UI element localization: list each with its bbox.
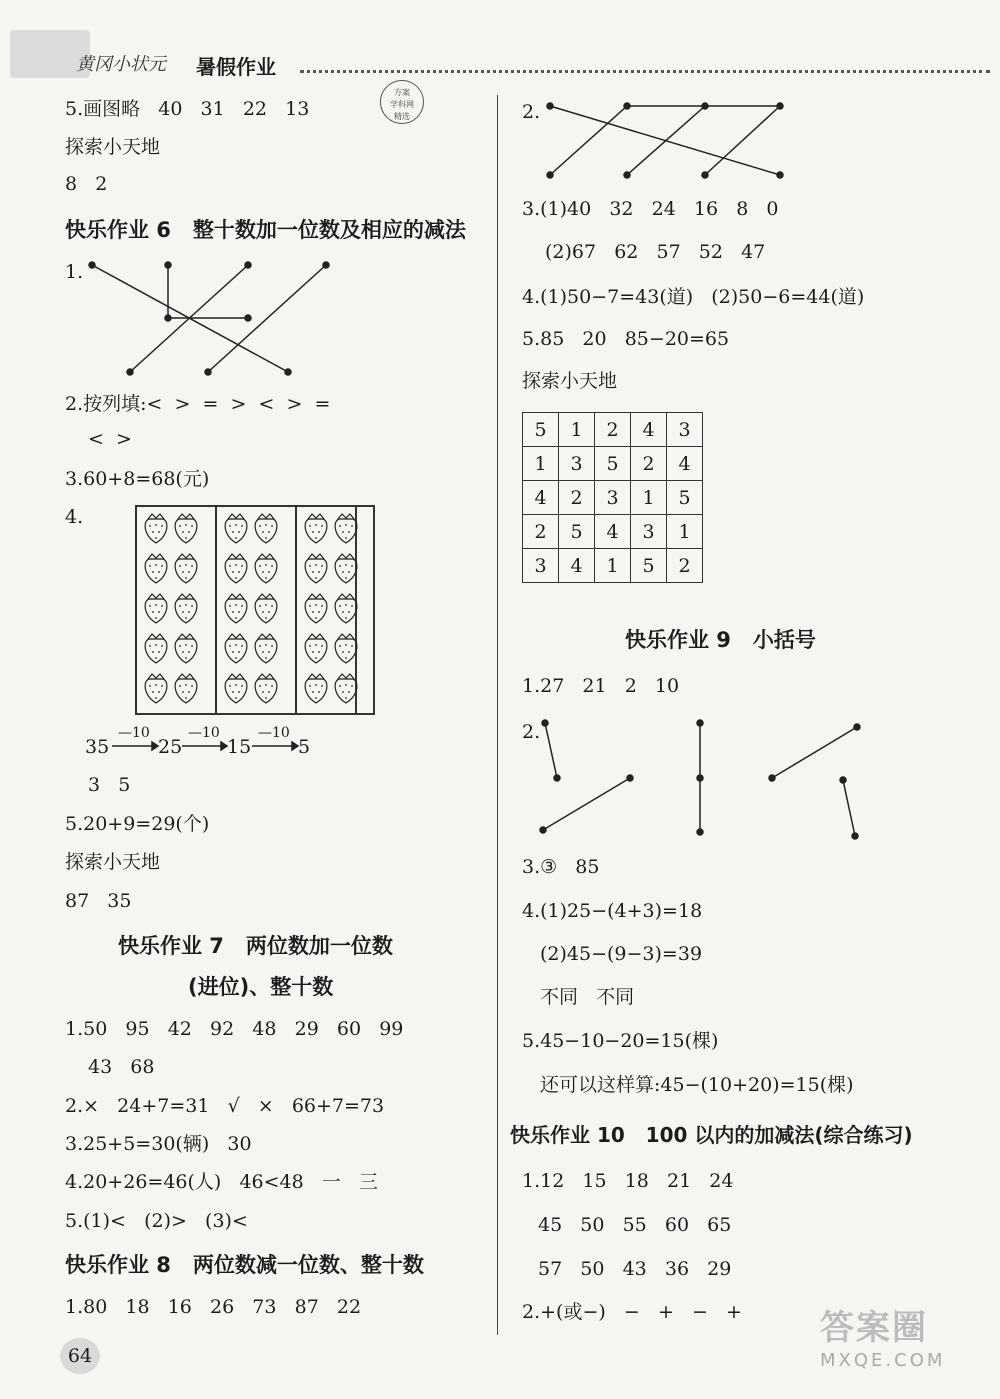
answer-line: 5.(1)< (2)> (3)< xyxy=(65,1210,248,1232)
answer-line: 57 50 43 36 29 xyxy=(538,1258,732,1280)
section-heading-10: 快乐作业 10 100 以内的加减法(综合练习) xyxy=(510,1123,913,1147)
answer-line: 5.画图略 40 31 22 13 xyxy=(65,98,310,120)
answer-line: 4.20+26=46(人) 46<48 一 三 xyxy=(65,1171,378,1193)
answer-line: 43 68 xyxy=(88,1056,155,1078)
arrow-label: —10 xyxy=(188,725,220,741)
page-number: 64 xyxy=(60,1338,100,1374)
stamp-line: 精选 xyxy=(394,112,410,121)
grid-cell: 3 xyxy=(631,515,667,549)
watermark-url: MXQE.COM xyxy=(820,1350,946,1371)
grid-cell: 4 xyxy=(631,413,667,447)
stamp-line: 方案 xyxy=(394,88,410,97)
grid-cell: 3 xyxy=(559,447,595,481)
answer-line: 2.按列填:< > = > < > = xyxy=(65,393,331,415)
answer-line: 1.12 15 18 21 24 xyxy=(522,1170,734,1192)
grid-cell: 3 xyxy=(667,413,703,447)
answer-line: < > xyxy=(88,428,132,450)
answer-line: 1.80 18 16 26 73 87 22 xyxy=(65,1296,362,1318)
answer-line: 3 5 xyxy=(88,774,131,796)
watermark-logo: 答案圈 xyxy=(820,1308,928,1348)
grid-cell: 2 xyxy=(559,481,595,515)
answer-line: 4.(1)25−(4+3)=18 xyxy=(522,900,703,922)
answer-line: 1.27 21 2 10 xyxy=(522,675,680,697)
question-number: 4. xyxy=(65,506,84,528)
arrow-value: 25 xyxy=(158,736,183,758)
grid-cell: 3 xyxy=(595,481,631,515)
grid-cell: 3 xyxy=(523,549,559,583)
question-number: 2. xyxy=(522,721,541,743)
answer-line: 5.85 20 85−20=65 xyxy=(522,328,730,350)
grid-cell: 1 xyxy=(595,549,631,583)
grid-cell: 2 xyxy=(631,447,667,481)
grid-cell: 2 xyxy=(667,549,703,583)
explore-heading: 探索小天地 xyxy=(65,851,161,873)
section-heading-7-sub: (进位)、整十数 xyxy=(188,975,334,999)
answer-line: 3.25+5=30(辆) 30 xyxy=(65,1133,252,1155)
grid-cell: 1 xyxy=(667,515,703,549)
answer-line: 87 35 xyxy=(65,890,132,912)
grid-cell: 1 xyxy=(559,413,595,447)
arrow-label: —10 xyxy=(118,725,150,741)
arrow-value: 5 xyxy=(298,736,311,758)
answer-line: 2.× 24+7=31 √ × 66+7=73 xyxy=(65,1095,385,1117)
answer-line: 不同 不同 xyxy=(540,986,635,1008)
grid-cell: 5 xyxy=(595,447,631,481)
answer-line: 2.+(或−) − + − + xyxy=(522,1301,742,1323)
grid-cell: 5 xyxy=(631,549,667,583)
grid-cell: 4 xyxy=(667,447,703,481)
answer-line: 3.(1)40 32 24 16 8 0 xyxy=(522,198,779,220)
section-heading-7: 快乐作业 7 两位数加一位数 xyxy=(118,934,393,958)
answer-line: (2)45−(9−3)=39 xyxy=(540,943,703,965)
question-number: 2. xyxy=(522,101,541,123)
section-heading-6: 快乐作业 6 整十数加一位数及相应的减法 xyxy=(65,218,466,242)
grid-cell: 4 xyxy=(595,515,631,549)
answer-line: 5.45−10−20=15(棵) xyxy=(522,1030,719,1052)
stamp-line: 学科网 xyxy=(390,100,414,109)
question-number: 1. xyxy=(65,261,84,283)
arrow-value: 15 xyxy=(227,736,252,758)
arrow-start: 35 xyxy=(85,736,110,758)
grid-cell: 1 xyxy=(631,481,667,515)
answer-line: 4.(1)50−7=43(道) (2)50−6=44(道) xyxy=(522,286,865,308)
grid-cell: 4 xyxy=(523,481,559,515)
grid-cell: 2 xyxy=(523,515,559,549)
grid-cell: 5 xyxy=(667,481,703,515)
answer-line: 1.50 95 42 92 48 29 60 99 xyxy=(65,1018,404,1040)
grid-cell: 4 xyxy=(559,549,595,583)
header-title: 暑假作业 xyxy=(196,55,276,79)
answer-line: 还可以这样算:45−(10+20)=15(棵) xyxy=(540,1074,854,1096)
section-heading-8: 快乐作业 8 两位数减一位数、整十数 xyxy=(65,1253,424,1277)
section-heading-9: 快乐作业 9 小括号 xyxy=(625,628,816,652)
answer-line: (2)67 62 57 52 47 xyxy=(545,241,766,263)
answer-line: 5.20+9=29(个) xyxy=(65,813,210,835)
grid-cell: 1 xyxy=(523,447,559,481)
answer-line: 3.60+8=68(元) xyxy=(65,468,210,490)
answer-line: 45 50 55 60 65 xyxy=(538,1214,732,1236)
explore-heading: 探索小天地 xyxy=(65,136,161,158)
grid-cell: 2 xyxy=(595,413,631,447)
answer-line: 8 2 xyxy=(65,173,108,195)
brand-logo: 黄冈小状元 xyxy=(76,54,166,75)
grid-cell: 5 xyxy=(523,413,559,447)
arrow-label: —10 xyxy=(258,725,290,741)
answer-line: 3.③ 85 xyxy=(522,856,600,878)
grid-cell: 5 xyxy=(559,515,595,549)
explore-heading: 探索小天地 xyxy=(522,370,618,392)
